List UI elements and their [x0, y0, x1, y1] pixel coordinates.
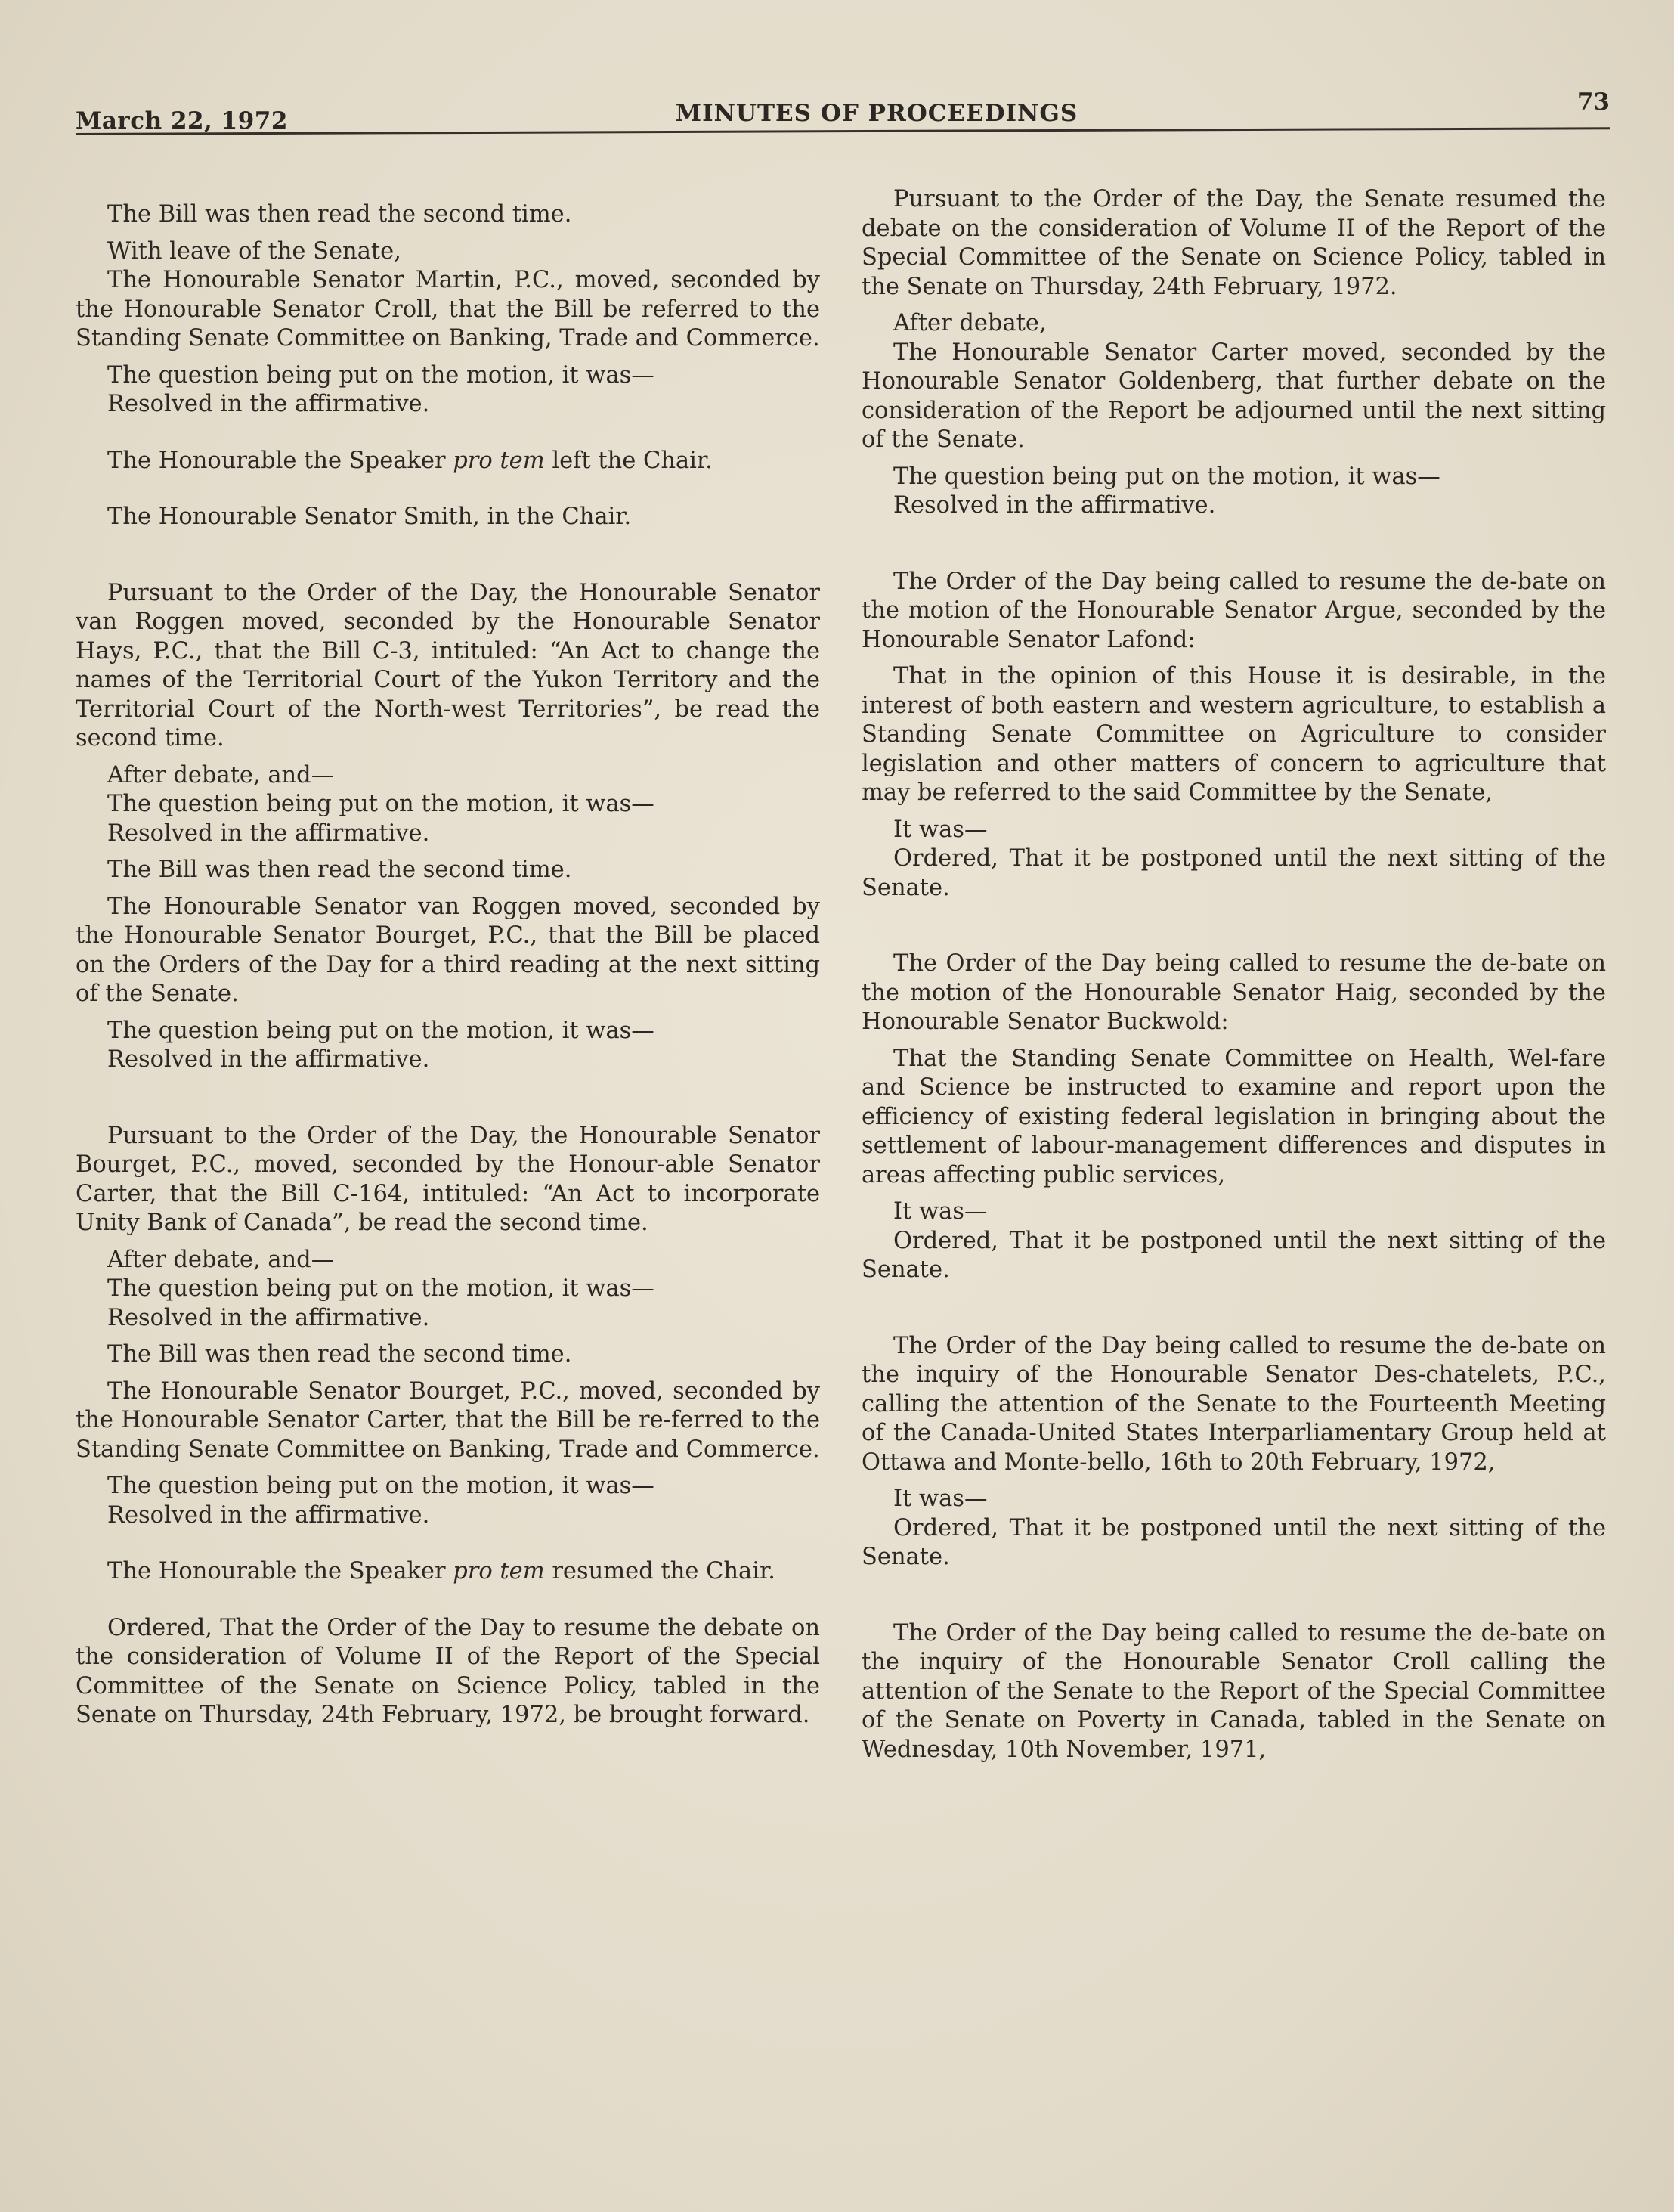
paragraph: Resolved in the affirmative.	[107, 819, 430, 847]
paragraph: Ordered, That it be postponed until the next sitting of the Senate.	[862, 1227, 1606, 1283]
paragraph: Resolved in the affirmative.	[107, 1304, 430, 1331]
paragraph: Ordered, That the Order of the Day to resume the debate on the consideration of Volume II of the Report of the Special Committee of the Senate on Science Policy, tabled in the Senate on Thursday, 24th February, 1972, be brought forward.	[76, 1614, 820, 1728]
text: left the Chair.	[544, 447, 713, 474]
paragraph	[76, 1557, 820, 1587]
paragraph: The Bill was then read the second time.	[107, 1341, 572, 1368]
text: The Honourable the Speaker	[107, 1558, 453, 1585]
header-date: March 22, 1972	[76, 107, 288, 135]
italic-text: pro tem	[453, 447, 545, 474]
paragraph: Pursuant to the Order of the Day, the Senate resumed the debate on the consideration of Volume II of the Report of the Special Committee of the Senate on Science Policy, tabled in the Senate on Thursday, 24th February, 1972.	[862, 186, 1606, 300]
paragraph: That the Standing Senate Committee on Health, Wel-fare and Science be instructed to examine and report upon the efficiency of existing federal legislation in bringing about the settlement of labour-management differences and disputes in areas affecting public services,	[862, 1045, 1606, 1188]
left-column	[76, 200, 820, 1730]
paragraph: Resolved in the affirmative.	[107, 1501, 430, 1529]
paragraph: It was—	[893, 1198, 988, 1225]
paragraph: It was—	[893, 1486, 988, 1512]
italic-text: pro tem	[453, 1558, 545, 1585]
paragraph: Pursuant to the Order of the Day, the Honourable Senator Bourget, P.C., moved, seconded by the Honour-able Senator Carter, that the Bill C-164, intituled: “An Act to incorporate Unity Bank of Canada”, be read the second time.	[76, 1122, 820, 1236]
paragraph: With leave of the Senate,	[107, 237, 401, 265]
paragraph: It was—	[893, 816, 988, 843]
paragraph: The question being put on the motion, it was—	[107, 361, 654, 389]
paragraph: The Bill was then read the second time.	[107, 857, 572, 883]
paragraph: The Honourable Senator Smith, in the Chair.	[107, 503, 632, 530]
text: The Honourable the Speaker	[107, 447, 453, 474]
paragraph: The Honourable Senator Bourget, P.C., moved, seconded by the Honourable Senator Carter, that the Bill be re-ferred to the Standing Senate Committee on Banking, Trade and Commerce.	[76, 1377, 820, 1463]
paragraph: The Order of the Day being called to resume the de-bate on the motion of the Honourable Senator Haig, seconded by the Honourable Senator Buckwold:	[862, 950, 1606, 1035]
right-column	[862, 185, 1606, 1764]
paragraph: The question being put on the motion, it was—	[107, 1473, 654, 1499]
paragraph: The Honourable Senator van Roggen moved, seconded by the Honourable Senator Bourget, P.C., that the Bill be placed on the Orders of the Day for a third reading at the next sitting of the Senate.	[76, 893, 820, 1007]
paragraph: After debate, and—	[107, 761, 335, 788]
header-title: MINUTES OF PROCEEDINGS	[675, 100, 1078, 127]
paragraph: Resolved in the affirmative.	[893, 492, 1216, 519]
paragraph	[76, 447, 820, 476]
paragraph: After debate, and—	[107, 1246, 335, 1273]
paragraph: The Bill was then read the second time.	[107, 201, 572, 228]
paragraph: The question being put on the motion, it was—	[107, 791, 654, 817]
paragraph: The Order of the Day being called to resume the de-bate on the inquiry of the Honourable Senator Croll calling the attention of the Senate to the Report of the Special Committee of the Senate on Poverty in Canada, tabled in the Senate on Wednesday, 10th November, 1971,	[862, 1619, 1606, 1763]
paragraph: Resolved in the affirmative.	[107, 1046, 430, 1073]
paragraph: The question being put on the motion, it was—	[107, 1017, 654, 1044]
paragraph: The Honourable Senator Martin, P.C., moved, seconded by the Honourable Senator Croll, that the Bill be referred to the Standing Senate Committee on Banking, Trade and Commerce.	[76, 267, 820, 352]
page-number: 73	[1577, 88, 1610, 116]
paragraph: That in the opinion of this House it is desirable, in the interest of both eastern and western agriculture, to establish a Standing Senate Committee on Agriculture to consider legislation and other matters of concern to agriculture that may be referred to the said Committee by the Senate,	[862, 663, 1606, 806]
paragraph: Resolved in the affirmative.	[107, 391, 430, 417]
paragraph: Ordered, That it be postponed until the next sitting of the Senate.	[862, 845, 1606, 901]
paragraph: Pursuant to the Order of the Day, the Honourable Senator van Roggen moved, seconded by the Honourable Senator Hays, P.C., that the Bill C-3, intituled: “An Act to change the names of the Territorial Court of the Yukon Territory and the Territorial Court of the North-west Territories”, be read the second time.	[76, 579, 820, 751]
text: resumed the Chair.	[544, 1558, 775, 1585]
paragraph: The Honourable Senator Carter moved, seconded by the Honourable Senator Goldenberg, that further debate on the consideration of the Report be adjourned until the next sitting of the Senate.	[862, 339, 1606, 453]
paragraph: The Order of the Day being called to resume the de-bate on the inquiry of the Honourable Senator Des-chatelets, P.C., calling the attention of the Senate to the Fourteenth Meeting of the Canada-United States Interparliamentary Group held at Ottawa and Monte-bello, 16th to 20th February, 1972,	[862, 1332, 1606, 1476]
paragraph: The question being put on the motion, it was—	[893, 463, 1440, 490]
paragraph: The Order of the Day being called to resume the de-bate on the motion of the Honourable Senator Argue, seconded by the Honourable Senator Lafond:	[862, 568, 1606, 653]
paragraph: The question being put on the motion, it was—	[107, 1275, 654, 1302]
paragraph: After debate,	[893, 310, 1047, 336]
paragraph: Ordered, That it be postponed until the next sitting of the Senate.	[862, 1514, 1606, 1570]
